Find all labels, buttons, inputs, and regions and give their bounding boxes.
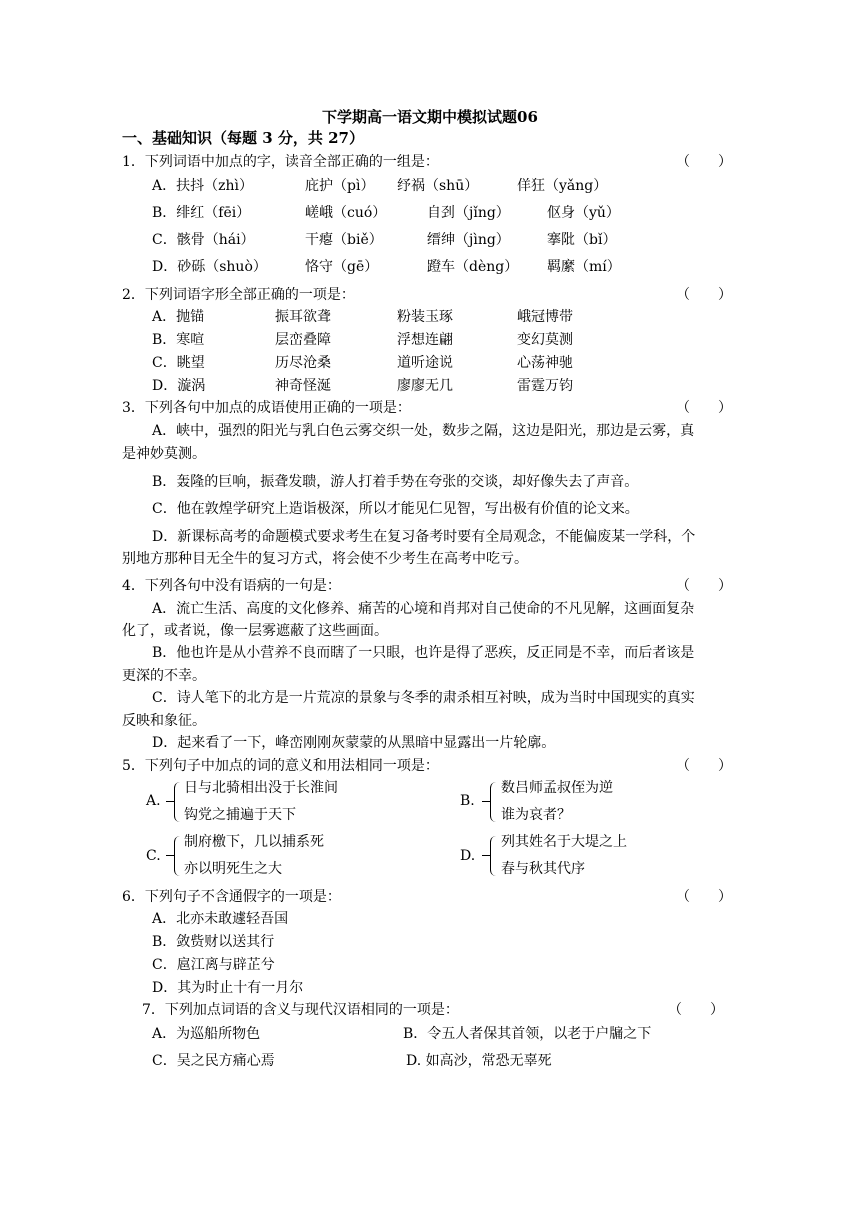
q1-option-c: C．骸骨（hái）	[152, 232, 255, 248]
q2-option-b-item: 变幻莫测	[517, 332, 573, 348]
q7-option-b: B．令五人者保其首领，以老于户牖之下	[403, 1026, 652, 1042]
q2-option-d-item: 雷霆万钧	[517, 378, 573, 394]
q3-option-a-line2: 是神妙莫测。	[122, 446, 206, 462]
question-2-answer-blank: （ ）	[676, 287, 732, 303]
q3-option-a-line1: A．峡中，强烈的阳光与乳白色云雾交织一处，数步之隔，这边是阳光，那边是云雾，真	[152, 423, 695, 439]
question-7-stem: 7．下列加点词语的含义与现代汉语相同的一项是：	[142, 1002, 459, 1018]
q5-option-c-line2: 亦以明死生之大	[184, 861, 282, 877]
q1-option-c-item: 干瘪（biě）	[305, 232, 383, 248]
q1-option-b-item: 嵯峨（cuó）	[305, 205, 387, 221]
q1-option-d-item: 蹬车（dèng）	[427, 259, 519, 275]
q2-option-c-item: 历尽沧桑	[275, 355, 331, 371]
q5-option-b-label: B.	[460, 793, 475, 809]
q2-option-b-item: 浮想连翩	[397, 332, 453, 348]
q2-option-a: A．抛锚	[152, 309, 205, 325]
q5-option-d-line1: 列其姓名于大堤之上	[501, 834, 627, 850]
question-3-answer-blank: （ ）	[676, 400, 732, 416]
q2-option-b-item: 层峦叠障	[275, 332, 331, 348]
q5-option-d-brace	[490, 836, 499, 876]
q1-option-a-item: 纾祸（shū）	[397, 178, 479, 194]
q5-option-d-line2: 春与秋其代序	[501, 861, 585, 877]
q7-option-d: D. 如高沙，常恐无辜死	[406, 1053, 552, 1069]
q1-option-a: A．扶抖（zhì）	[152, 178, 253, 194]
q5-option-c-line1: 制府檄下，几以捕系死	[184, 834, 324, 850]
q1-option-a-item: 庇护（pì）	[305, 178, 375, 194]
q2-option-a-item: 峨冠博带	[517, 309, 573, 325]
q2-option-c-item: 心荡神驰	[517, 355, 573, 371]
q2-option-d-item: 廖廖无几	[397, 378, 453, 394]
question-4-stem: 4．下列各句中没有语病的一句是：	[122, 578, 341, 594]
question-7-answer-blank: （ ）	[668, 1002, 724, 1018]
q5-option-c-brace	[174, 836, 183, 876]
q1-option-c-item: 缙绅（jìng）	[427, 232, 510, 248]
section-heading: 一、基础知识（每题 3 分，共 27）	[122, 129, 364, 147]
question-5-stem: 5．下列句子中加点的词的意义和用法相同一项是：	[122, 758, 439, 774]
q4-option-b-line1: B．他也许是从小营养不良而瞎了一只眼，也许是得了恶疾，反正同是不幸，而后者该是	[152, 645, 695, 661]
q3-option-c: C．他在敦煌学研究上造诣极深，所以才能见仁见智，写出极有价值的论文来。	[152, 501, 639, 517]
question-5-answer-blank: （ ）	[676, 758, 732, 774]
q2-option-b: B．寒喧	[152, 332, 205, 348]
question-4-answer-blank: （ ）	[676, 578, 732, 594]
q4-option-c-line2: 反映和象征。	[122, 713, 206, 729]
q4-option-b-line2: 更深的不幸。	[122, 668, 206, 684]
q5-option-b-line1: 数吕师孟叔侄为逆	[501, 780, 613, 796]
q1-option-c-item: 搴阰（bǐ）	[547, 232, 617, 248]
q2-option-a-item: 振耳欲聋	[275, 309, 331, 325]
q5-option-b-line2: 谁为哀者？	[501, 807, 571, 823]
q4-option-d: D．起来看了一下，峰峦刚刚灰蒙蒙的从黑暗中显露出一片轮廓。	[152, 735, 556, 751]
q2-option-d-item: 神奇怪涎	[275, 378, 331, 394]
q1-option-a-item: 佯狂（yǎng）	[517, 178, 608, 194]
q6-option-b: B．敛赀财以送其行	[152, 934, 275, 950]
question-6-stem: 6．下列句子不含通假字的一项是：	[122, 889, 341, 905]
q6-option-a: A．北亦未敢遽轻吾国	[152, 911, 289, 927]
q3-option-b: B．轰隆的巨响，振聋发聩，游人打着手势在夸张的交谈，却好像失去了声音。	[152, 474, 639, 490]
q6-option-c: C．扈江离与辟芷兮	[152, 957, 275, 973]
q2-option-c: C．眺望	[152, 355, 205, 371]
q1-option-b-item: 自刭（jǐng）	[427, 205, 510, 221]
q5-option-a-line2: 钩党之捕遍于天下	[184, 807, 296, 823]
q1-option-d-item: 羁縻（mí）	[547, 259, 621, 275]
question-3-stem: 3．下列各句中加点的成语使用正确的一项是：	[122, 400, 411, 416]
q4-option-a-line2: 化了，或者说，像一层雾遮蔽了这些画面。	[122, 623, 388, 639]
q2-option-d: D．漩涡	[152, 378, 206, 394]
q7-option-c: C．吴之民方痛心焉	[152, 1053, 275, 1069]
q5-option-a-line1: 日与北骑相出没于长淮间	[184, 780, 338, 796]
question-6-answer-blank: （ ）	[676, 889, 732, 905]
question-1-stem: 1．下列词语中加点的字，读音全部正确的一组是：	[122, 154, 439, 170]
q1-option-d: D．砂砾（shuò）	[152, 259, 267, 275]
q1-option-b: B．绯红（fēi）	[152, 205, 251, 221]
q2-option-a-item: 粉装玉琢	[397, 309, 453, 325]
q4-option-a-line1: A．流亡生活、高度的文化修养、痛苦的心境和肖邦对自己使命的不凡见解，这画面复杂	[152, 601, 695, 617]
q5-option-a-label: A.	[146, 793, 161, 809]
q1-option-d-item: 恪守（gē）	[305, 259, 379, 275]
q1-option-b-item: 伛身（yǔ）	[547, 205, 620, 221]
q3-option-d-line2: 别地方那种目无全牛的复习方式，将会使不少考生在高考中吃亏。	[122, 551, 528, 567]
question-2-stem: 2．下列词语字形全部正确的一项是：	[122, 287, 355, 303]
q7-option-a: A．为巡船所物色	[152, 1026, 261, 1042]
page-title: 下学期高一语文期中模拟试题06	[322, 108, 538, 126]
q5-option-d-label: D.	[460, 848, 476, 864]
q3-option-d-line1: D．新课标高考的命题模式要求考生在复习备考时要有全局观念，不能偏废某一学科，个	[152, 529, 696, 545]
q5-option-a-brace	[174, 782, 183, 822]
q2-option-c-item: 道听途说	[397, 355, 453, 371]
q6-option-d: D．其为时止十有一月尔	[152, 980, 304, 996]
q4-option-c-line1: C．诗人笔下的北方是一片荒凉的景象与冬季的肃杀相互衬映，成为当时中国现实的真实	[152, 690, 695, 706]
q5-option-b-brace	[490, 782, 499, 822]
q5-option-c-label: C.	[146, 848, 161, 864]
question-1-answer-blank: （ ）	[676, 154, 732, 170]
